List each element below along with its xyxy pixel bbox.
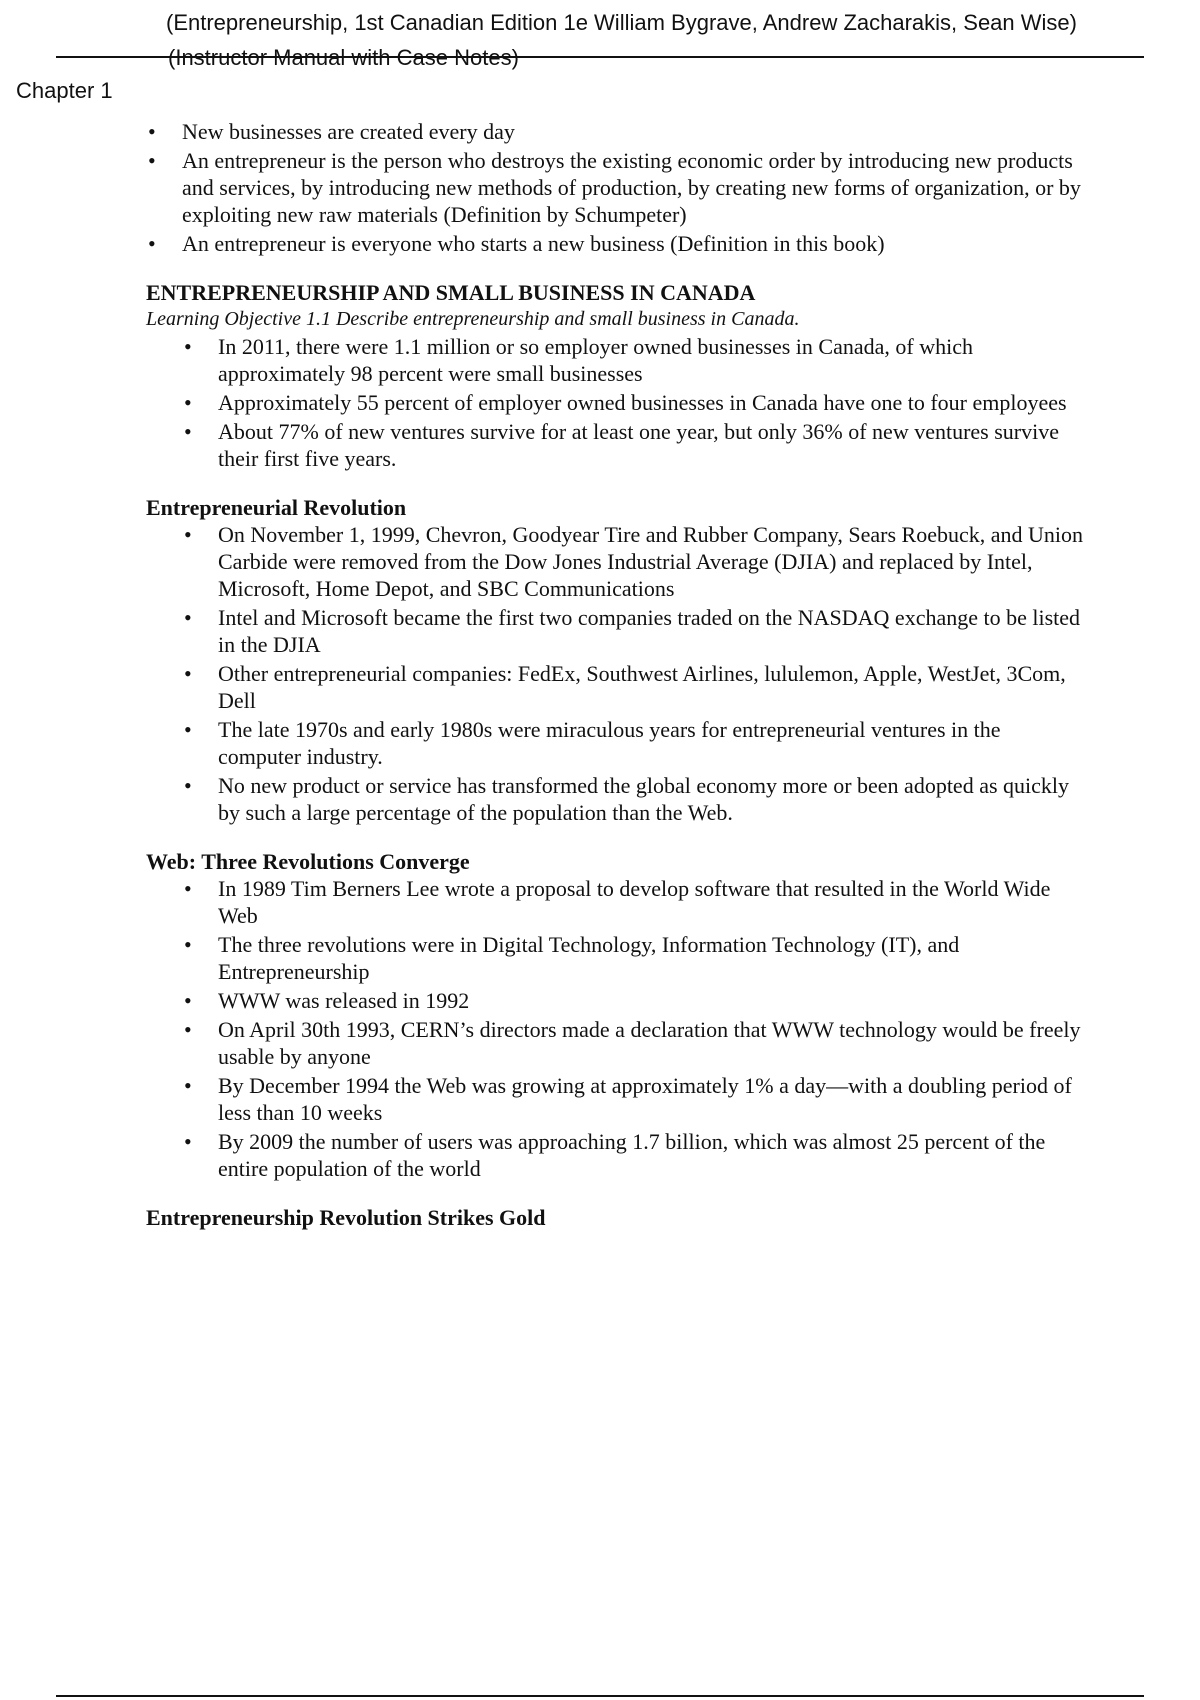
footer-rule — [56, 1695, 1144, 1697]
bullet-icon: • — [184, 661, 192, 686]
bullet-icon: • — [184, 717, 192, 742]
list-item: • New businesses are created every day — [148, 119, 515, 144]
list-item: • On April 30th 1993, CERN’s directors made a declaration that WWW technology would be freely usable by anyone — [184, 1017, 1081, 1069]
list-item: • The late 1970s and early 1980s were miraculous years for entrepreneurial ventures in the computer industry. — [184, 717, 1001, 769]
section-entrepreneurial-revolution — [146, 494, 1200, 826]
bullet-icon: • — [184, 605, 192, 630]
section-web-revolutions — [146, 848, 1200, 1182]
section-list — [184, 875, 1088, 1182]
bullet-icon: • — [184, 334, 192, 359]
list-item: • In 1989 Tim Berners Lee wrote a proposal to develop software that resulted in the World Wide Web — [184, 876, 1051, 928]
document-body — [0, 118, 1200, 1231]
list-item: • An entrepreneur is everyone who starts a new business (Definition in this book) — [148, 231, 885, 256]
bullet-icon: • — [148, 231, 156, 256]
section-heading: Web: Three Revolutions Converge — [146, 849, 470, 874]
chapter-label: Chapter 1 — [16, 78, 113, 103]
running-header-title: (Entrepreneurship, 1st Canadian Edition 1e William Bygrave, Andrew Zacharakis, Sean Wise) — [166, 10, 1077, 35]
bullet-icon: • — [184, 1017, 192, 1042]
list-item: • WWW was released in 1992 — [184, 988, 470, 1013]
bullet-icon: • — [148, 119, 156, 144]
bullet-icon: • — [184, 1129, 192, 1154]
section-heading: Entrepreneurial Revolution — [146, 495, 407, 520]
list-item: • Other entrepreneurial companies: FedEx, Southwest Airlines, lululemon, Apple, WestJet, 3Com, Dell — [184, 661, 1066, 713]
list-item: • Intel and Microsoft became the first two companies traded on the NASDAQ exchange to be listed in the DJIA — [184, 605, 1081, 657]
list-item: • In 2011, there were 1.1 million or so employer owned businesses in Canada, of which approximately 98 percent were small businesses — [184, 334, 973, 386]
learning-objective: Learning Objective 1.1 Describe entrepreneurship and small business in Canada. — [146, 308, 800, 330]
list-item: • The three revolutions were in Digital Technology, Information Technology (IT), and Entrepreneurship — [184, 932, 960, 984]
list-item: • No new product or service has transformed the global economy more or been adopted as quickly by such a large percentage of the population than the Web. — [184, 773, 1070, 825]
bullet-icon: • — [184, 876, 192, 901]
section-list — [184, 521, 1088, 826]
section-strikes-gold — [146, 1204, 1200, 1231]
list-item: • By 2009 the number of users was approaching 1.7 billion, which was almost 25 percent of the entire population of the world — [184, 1129, 1046, 1181]
intro-list — [148, 118, 1082, 257]
bullet-icon: • — [184, 522, 192, 547]
bullet-icon: • — [148, 148, 156, 173]
bullet-icon: • — [184, 773, 192, 798]
section-small-business-canada — [146, 279, 1200, 472]
bullet-icon: • — [184, 1073, 192, 1098]
section-heading: ENTREPRENEURSHIP AND SMALL BUSINESS IN CANADA — [146, 280, 756, 305]
section-list — [184, 333, 1088, 472]
running-header-subtitle: (Instructor Manual with Case Notes) — [168, 45, 519, 70]
list-item: • Approximately 55 percent of employer owned businesses in Canada have one to four employees — [184, 390, 1067, 415]
bullet-icon: • — [184, 932, 192, 957]
list-item: • An entrepreneur is the person who destroys the existing economic order by introducing new products and services, by introducing new methods of production, by creating new forms of organization, or by exploiting new raw materials (Definition by Schumpeter) — [148, 148, 1081, 227]
list-item: • By December 1994 the Web was growing at approximately 1% a day—with a doubling period of less than 10 weeks — [184, 1073, 1072, 1125]
bullet-icon: • — [184, 419, 192, 444]
bullet-icon: • — [184, 988, 192, 1013]
section-heading: Entrepreneurship Revolution Strikes Gold — [146, 1205, 546, 1230]
list-item: • On November 1, 1999, Chevron, Goodyear Tire and Rubber Company, Sears Roebuck, and Union Carbide were removed from the Dow Jones Industrial Average (DJIA) and replaced by Intel, Microsoft, Home Depot, and SBC Communications — [184, 522, 1083, 601]
list-item: • About 77% of new ventures survive for at least one year, but only 36% of new ventures survive their first five years. — [184, 419, 1060, 471]
bullet-icon: • — [184, 390, 192, 415]
